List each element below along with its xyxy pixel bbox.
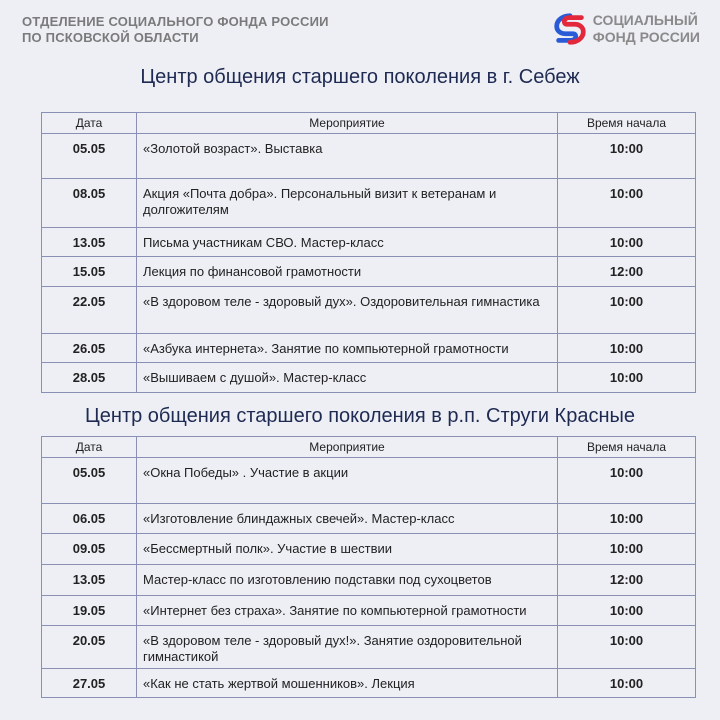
- table-row: [42, 134, 696, 179]
- header-time: Время начала: [558, 437, 696, 458]
- row-date: 19.05: [42, 596, 137, 626]
- table-row: [42, 179, 696, 228]
- row-time: 10:00: [558, 179, 696, 228]
- table-row: [42, 458, 696, 504]
- row-date: 28.05: [42, 363, 137, 393]
- org-name-line2: ПО ПСКОВСКОЙ ОБЛАСТИ: [22, 30, 199, 45]
- row-time: 10:00: [558, 287, 696, 334]
- row-event: «Золотой возраст». Выставка: [137, 134, 558, 179]
- row-event: «Как не стать жертвой мошенников». Лекция: [137, 669, 558, 698]
- row-date: 05.05: [42, 134, 137, 179]
- schedule-table-strugi: [41, 436, 696, 698]
- sfr-logo-icon: [551, 10, 589, 48]
- table-row: [42, 504, 696, 534]
- row-time: 10:00: [558, 596, 696, 626]
- row-time: 10:00: [558, 363, 696, 393]
- row-time: 10:00: [558, 458, 696, 504]
- table-row: [42, 626, 696, 669]
- row-date: 22.05: [42, 287, 137, 334]
- table-row: [42, 596, 696, 626]
- row-event: «Изготовление блиндажных свечей». Мастер-класс: [137, 504, 558, 534]
- header-date: Дата: [42, 113, 137, 134]
- header-event: Мероприятие: [137, 437, 558, 458]
- table-row: [42, 669, 696, 698]
- row-event: Акция «Почта добра». Персональный визит к ветеранам и долгожителям: [137, 179, 558, 228]
- section-title-strugi: Центр общения старшего поколения в р.п. Струги Красные: [85, 405, 635, 427]
- sfr-logo: [551, 10, 700, 48]
- table-row: [42, 363, 696, 393]
- row-date: 20.05: [42, 626, 137, 669]
- row-event: «Бессмертный полк». Участие в шествии: [137, 534, 558, 565]
- row-event: «В здоровом теле - здоровый дух». Оздоровительная гимнастика: [137, 287, 558, 334]
- row-time: 10:00: [558, 228, 696, 257]
- header-time: Время начала: [558, 113, 696, 134]
- row-event: «Интернет без страха». Занятие по компьютерной грамотности: [137, 596, 558, 626]
- table-header-row: [42, 113, 696, 134]
- row-date: 05.05: [42, 458, 137, 504]
- row-event: Письма участникам СВО. Мастер-класс: [137, 228, 558, 257]
- logo-line2: ФОНД РОССИИ: [592, 29, 700, 45]
- header-date: Дата: [42, 437, 137, 458]
- row-date: 15.05: [42, 257, 137, 287]
- row-time: 10:00: [558, 334, 696, 363]
- row-date: 13.05: [42, 228, 137, 257]
- row-time: 12:00: [558, 565, 696, 596]
- row-date: 26.05: [42, 334, 137, 363]
- row-event: «Азбука интернета». Занятие по компьютерной грамотности: [137, 334, 558, 363]
- table-row: [42, 287, 696, 334]
- logo-line1: СОЦИАЛЬНЫЙ: [592, 12, 698, 28]
- table-row: [42, 228, 696, 257]
- table-header-row: [42, 437, 696, 458]
- table-row: [42, 565, 696, 596]
- row-event: Лекция по финансовой грамотности: [137, 257, 558, 287]
- row-time: 12:00: [558, 257, 696, 287]
- row-date: 06.05: [42, 504, 137, 534]
- table-row: [42, 534, 696, 565]
- row-time: 10:00: [558, 534, 696, 565]
- row-date: 13.05: [42, 565, 137, 596]
- schedule-table-sebezh: [41, 112, 696, 393]
- header-event: Мероприятие: [137, 113, 558, 134]
- table-row: [42, 257, 696, 287]
- row-event: «Окна Победы» . Участие в акции: [137, 458, 558, 504]
- row-time: 10:00: [558, 504, 696, 534]
- table-row: [42, 334, 696, 363]
- row-date: 09.05: [42, 534, 137, 565]
- row-date: 08.05: [42, 179, 137, 228]
- section-title-sebezh: Центр общения старшего поколения в г. Себеж: [140, 66, 580, 88]
- row-event: «В здоровом теле - здоровый дух!». Занятие оздоровительной гимнастикой: [137, 626, 558, 669]
- org-name-line1: ОТДЕЛЕНИЕ СОЦИАЛЬНОГО ФОНДА РОССИИ: [22, 14, 329, 29]
- row-date: 27.05: [42, 669, 137, 698]
- row-time: 10:00: [558, 626, 696, 669]
- row-time: 10:00: [558, 134, 696, 179]
- row-event: Мастер-класс по изготовлению подставки под сухоцветов: [137, 565, 558, 596]
- row-time: 10:00: [558, 669, 696, 698]
- org-name: [22, 14, 329, 46]
- row-event: «Вышиваем с душой». Мастер-класс: [137, 363, 558, 393]
